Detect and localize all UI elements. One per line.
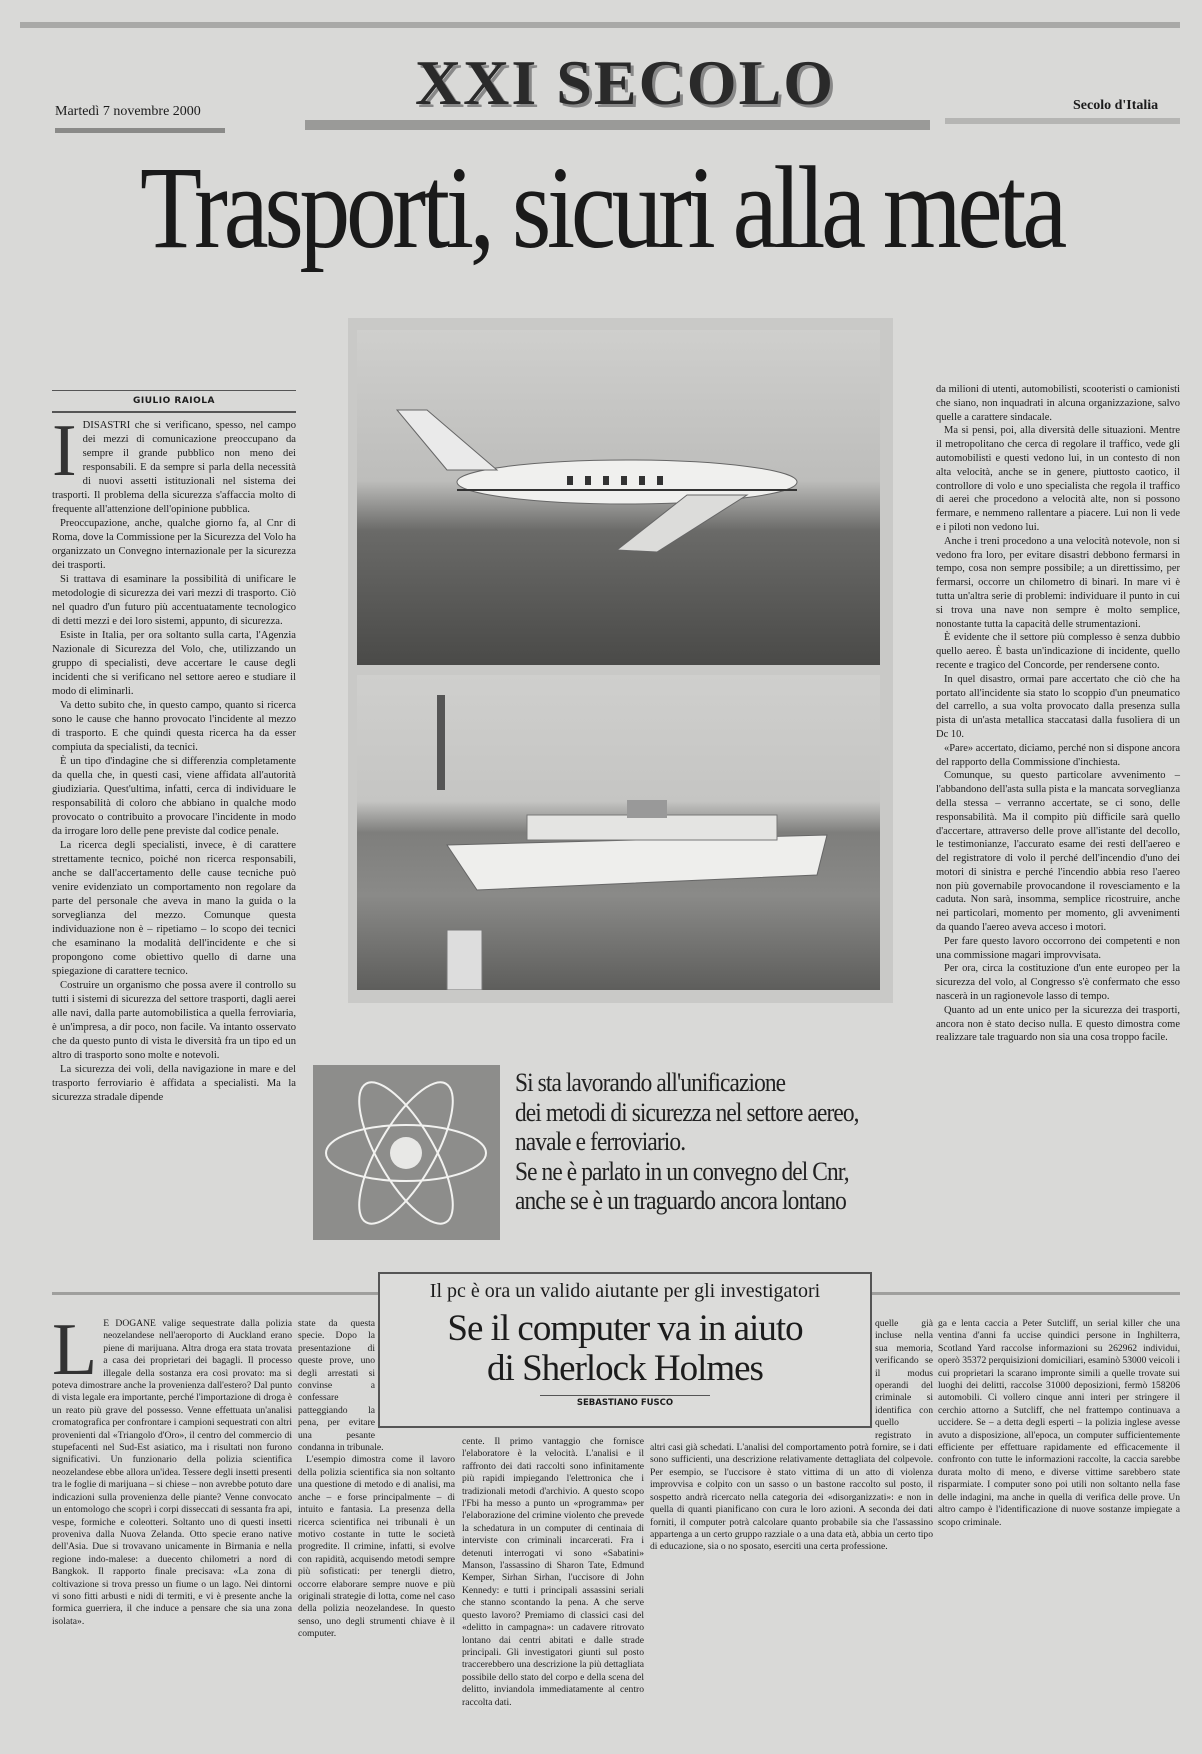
paragraph: Anche i treni procedono a una velocità notevole, non si vedono fra loro, per evitare disastri debbono fermarsi in tempo, cosa non sempre possibile; a un direttissimo, per fermarsi, occorre un chilometro di binari. In mare vi è tutta un'altra serie di problemi: individuare il punto in cui si trova una nave non sempre è molto semplice, nonostante tutta la capacità delle strumentazioni. <box>936 535 1180 630</box>
date-rule <box>55 128 225 133</box>
publication-rule <box>945 118 1180 124</box>
pull-quote <box>515 1068 884 1216</box>
pull-quote-line: Si sta lavorando all'unificazione <box>515 1068 786 1097</box>
paragraph: Si trattava di esaminare la possibilità di unificare le metodologie di sicurezza dei vari mezzi di trasporto. Ciò nel quadro d'un futuro più accentuatamente tecnologico di detti mezzi e dei loro sistemi, appunto, di sicurezza. <box>52 574 296 627</box>
second-headline-line2: di Sherlock Holmes <box>487 1348 763 1389</box>
paragraph: Per ora, circa la costituzione d'un ente europeo per la sicurezza del volo, al Congresso s'è confermato che esso nascerà in un ragionevole lasso di tempo. <box>936 963 1180 1003</box>
issue-date: Martedì 7 novembre 2000 <box>55 104 201 119</box>
atom-icon <box>313 1065 500 1240</box>
top-rule <box>20 22 1180 28</box>
pull-quote-line: Se ne è parlato in un convegno del Cnr, <box>515 1156 849 1186</box>
paragraph: Costruire un organismo che possa avere il controllo su tutti i sistemi di sicurezza del settore trasporti, dagli aerei alle navi, dalla parte automobilistica a quella ferroviaria, è un'impresa, a dir poco, non facile. Va intanto osservato che da questo punto di vista le diversità fra un tipo ed un altro di trasporto sono molte e notevoli. <box>52 980 296 1061</box>
second-article-column-5 <box>938 1318 1180 1529</box>
drop-cap: L <box>52 1309 98 1391</box>
ship-icon <box>357 675 880 990</box>
paragraph: Esiste in Italia, per ora soltanto sulla carta, l'Agenzia Nazionale di Sicurezza del Volo, che, utilizzando un gruppo di specialisti, deve accertare le cause degli incidenti che si verificano nel settore aereo e studiare il modo di eliminarli. <box>52 630 296 697</box>
paragraph: Ma si pensi, poi, alla diversità delle situazioni. Mentre il metropolitano che cerca di regolare il traffico, vede gli automobilisti e questi vedono lui, in un contesto di non alta velocità, anche se in genere, piuttosto caotico, il controllore di volo e uno specialista che regola il traffico di aerei che procedono a velocità alte, non si possono fermare, e nemmeno rallentare a piacere. Lui non li vede e i piloti non vedono lui. <box>936 425 1180 533</box>
paragraph: Quanto ad un ente unico per la sicurezza dei trasporti, ancora non è stato deciso nulla. E questo dimostra come realizzare tale traguardo non sia una cosa troppo facile. <box>936 1004 1180 1044</box>
paragraph: E DOGANE valige sequestrate dalla polizia neozelandese nell'aeroporto di Auckland erano piene di marijuana. Altra droga era stata trovata a casa dei proprietari dei bagagli. Il processo illegale della sostanza era così provato: ma si poteva dimostrare anche la provenienza dall'estero? Dal punto di vista legale era importante, perché l'importazione di droga è un reato più grave del possesso. Venne effettuata un'analisi cromatografica per confrontare i campioni sequestrati con altri provenienti dal «Triangolo d'Oro», il centro del commercio di stupefacenti nel Sud-Est asiatico, ma i risultati non furono significativi. Un funzionario della polizia scientifica neozelandese ebbe allora un'idea. Tessere degli insetti presenti tra le foglie di marijuana – si chiese – non avrebbe potuto dare indicazioni sulla provenienza delle piante? Venne convocato un entomologo che scoprì i corpi disseccati di sessanta fra api, vespe, formiche e coleotteri. Soltanto uno di questi insetti proveniva dalla Nuova Zelanda. Otto specie erano native dell'Asia. Due si trovavano unicamente in Birmania e nella regione indo-malese: a duecento chilometri a nord di Bangkok. Il rapporto finale precisava: «La zona di coltivazione si trova presso un fiume o un lago. Nei dintorni vi sono fitti arbusti e nidi di termiti, e vi è presente anche la formica guerriera, il che induce a pensare che sia una zona isolata». <box>52 1318 293 1627</box>
paragraph: In quel disastro, ormai pare accertato che ciò che ha portato all'incidente sia stato lo scoppio d'un pneumatico del carrello, a sua volta provocato dalla presenza sulla pista di un'asta metallica staccatasi dalla fusoliera di un Dc 10. <box>936 673 1180 740</box>
cruise-ship-photo <box>357 675 880 990</box>
second-article-column-3 <box>462 1436 644 1709</box>
paragraph: Preoccupazione, anche, qualche giorno fa, al Cnr di Roma, dove la Commissione per la Sicurezza del Volo ha organizzato un Convegno internazionale per la sicurezza dei trasporti. <box>52 518 296 571</box>
second-article-headline-box <box>378 1272 872 1428</box>
main-article-right-column <box>936 383 1180 1045</box>
drop-cap: I <box>52 410 77 492</box>
masthead-logo <box>410 48 840 118</box>
paragraph: È evidente che il settore più complesso è senza dubbio quello aereo. È basta un'indicazione di incidente, quello recente e tragico del Concorde, per rendersene conto. <box>936 632 1180 671</box>
paragraph: «Pare» accertato, diciamo, perché non si dispone ancora del rapporto della Commissione d'inchiesta. <box>936 742 1180 768</box>
paragraph: DISASTRI che si verificano, spesso, nel campo dei mezzi di comunicazione preoccupano da sempre il grande pubblico non meno dei responsabili. E da sempre si parla della necessità di nuovi assetti istituzionali nel sistema dei trasporti. Il problema della sicurezza s'affaccia molto di frequente all'attenzione dell'opinione pubblica. <box>52 420 296 515</box>
atom-illustration <box>313 1065 500 1240</box>
paragraph: Va detto subito che, in questo campo, quanto si ricerca sono le cause che hanno provocato l'incidente al mezzo di trasporto. E che quindi questa ricerca ha da esser compiuta da specialisti, da tecnici. <box>52 700 296 753</box>
paragraph: cente. Il primo vantaggio che fornisce l'elaboratore è la velocità. L'analisi e il raffronto dei dati raccolti sono infinitamente più rapidi impiegando l'elettronica che i tradizionali metodi d'archivio. A questo scopo l'Fbi ha messo a punto un «programma» per l'elaborazione del crimine violento che prevede la schedatura in un computer di centinaia di interviste con criminali incarcerati. Fra i detenuti interrogati vi sono «Sabatini» Manson, l'assassino di Sharon Tate, Edmund Kemper, Sirhan Sirhan, l'uccisore di John Kennedy: e tutti i principali assassini seriali che stanno scontando la pena. A che serve questo lavoro? Premiamo di classici casi del «delitto in campagna»: un cadavere ritrovato lontano dai centri abitati e dalle strade principali. Gli investigatori giunti sul posto traccerebbero una descrizione la più dettagliata possibile dello stato del corpo e della scena del delitto, inviandola immediatamente al centro raccolta dati. <box>462 1436 644 1708</box>
second-byline: SEBASTIANO FUSCO <box>540 1395 710 1408</box>
main-article-left-column <box>52 390 296 1105</box>
second-headline-line1: Se il computer va in aiuto <box>447 1308 803 1349</box>
pull-quote-line: anche se è un traguardo ancora lontano <box>515 1186 846 1215</box>
paragraph: state da questa specie. Dopo la presentazione di queste prove, uno degli arrestati si convinse a confessare patteggiando la pena, per evitare una pesante condanna in tribunale. <box>298 1318 384 1454</box>
paragraph: La sicurezza dei voli, della navigazione in mare e del trasporto ferroviario è affidata a specialisti. Ma la sicurezza stradale dipende <box>52 1064 296 1103</box>
paragraph: Comunque, su questo particolare avvenimento – l'abbandono dell'asta sulla pista e la mancata sorveglianza della stessa – verranno accertate, se ci sono, delle responsabilità. Ma il compito più difficile sarà quello d'accertare, attraverso delle prove all'istante del decollo, le testimonianze, l'accurato esame dei resti dell'aereo e del registratore di volo il perché dell'incendio d'uno dei motori di sinistra e perché l'incendio abbia reso l'aereo non più governabile provocandone il rovesciamento e la caduta. Non sarà, insomma, semplice ricostruire, anche nei particolari, momento per momento, gli avvenimenti da quando l'aereo aveva acceso i motori. <box>936 770 1180 934</box>
airplane-icon <box>357 330 880 665</box>
masthead-bar <box>305 120 930 130</box>
airplane-photo <box>357 330 880 665</box>
paragraph: quelle già incluse nella sua memoria, verificando se il modus operandi del criminale si identifica con quello registrato in altri casi già schedati. L'analisi del comportamento potrà fornire, se i dati sono sufficienti, una descrizione relativamente dettagliata del colpevole. Per esempio, se l'uccisore è stato vittima di un atto di violenza improvvisa e colpito con un sasso o un bastone raccolto sul posto, il sospetto andrà ricercato nella categoria dei «disorganizzati»: e non in quella di quanti pianificano con cura le loro azioni. A seconda dei dati forniti, il computer potrà calcolare quanto probabile sia che l'assassino appartenga a un certo gruppo razziale o a una data età, abbia un certo tipo di educazione, sia o no sposato, eserciti una certa professione. <box>650 1318 933 1553</box>
pull-quote-line: navale e ferroviario. <box>515 1127 686 1156</box>
publication-name: Secolo d'Italia <box>1073 98 1159 113</box>
paragraph: L'esempio dimostra come il lavoro della polizia scientifica sia non soltanto una questione di metodo e di analisi, ma anche – e forse principalmente – di intuito e fantasia. La presenza della ricerca scientifica nei tribunali è un motivo costante in tutte le società progredite. Il crimine, infatti, si evolve con rapidità, acquisendo metodi sempre più sofisticati: per tenergli dietro, occorre elaborare sempre nuove e più originali strategie di lotta, come nel caso della polizia neozelandese. In questo senso, uno degli strumenti chiave è il computer. <box>298 1454 455 1640</box>
logo-text: XXI SECOLO <box>414 47 836 118</box>
main-byline: GIULIO RAIOLA <box>52 390 296 413</box>
paragraph: La ricerca degli specialisti, invece, è di carattere strettamente tecnico, poiché non ricerca responsabili, anche se dall'accertamento delle cause tecniche può venire evidenziato un comportamento non regolare da parte del personale che aveva in mano la guida o la sorveglianza del mezzo. Comunque questa individuazione non è – ripetiamo – lo scopo dei tecnici che esaminano la modalità dell'incidente e che si propongono come obiettivo quello di darne una spiegazione di carattere tecnico. <box>52 840 296 977</box>
second-article-column-1 <box>52 1309 293 1628</box>
pull-quote-line: dei metodi di sicurezza nel settore aereo, <box>515 1097 859 1127</box>
paragraph: È un tipo d'indagine che si differenzia completamente da quella che, in questi casi, viene affidata all'autorità giudiziaria. Quest'ultima, infatti, cerca di individuare le responsabilità di coloro che abbiano in qualche modo provocato o contribuito a provocare l'incidente in modo da irrogare loro delle pene previste dal codice penale. <box>52 756 296 837</box>
kicker: Il pc è ora un valido aiutante per gli investigatori <box>429 1280 821 1302</box>
paragraph: ga e lenta caccia a Peter Sutcliff, un serial killer che una ventina d'anni fa uccise quindici persone in Inghilterra, Scotland Yard raccolse informazioni su 262962 individui, operò 35372 perquisizioni domiciliari, esaminò 53000 veicoli i cui proprietari la scarano impronte simili a quelle trovate sui luoghi dei delitti, raccolse 31000 deposizioni, fermò 158206 automobili. Ci vollero cinque anni interi per stringere il cerchio attorno a Sutcliff, che nel frattempo continuava a uccidere. Se – a detta degli esperti – la polizia inglese avesse avuto a disposizione, all'epoca, un computer sufficientemente efficiente per effettuare rapidamente ed efficacemente il confronto con tutte le informazioni raccolte, la caccia sarebbe durata molto di meno, e diverse vittime sarebbero state risparmiate. I computer sono poi utili non soltanto nella fase delle indagini, ma anche in quella di verifica delle prove. Un altro campo è l'identificazione di nuove sostanze impiegate a scopo criminale. <box>938 1318 1180 1528</box>
paragraph: Per fare questo lavoro occorrono dei competenti e non una commissione magari improvvisata. <box>936 935 1180 961</box>
paragraph: da milioni di utenti, automobilisti, scooteristi o camionisti che siano, non inquadrati in alcuna organizzazione, salvo quelle a carattere sindacale. <box>936 384 1180 423</box>
main-headline: Trasporti, sicuri alla meta <box>140 142 1063 273</box>
